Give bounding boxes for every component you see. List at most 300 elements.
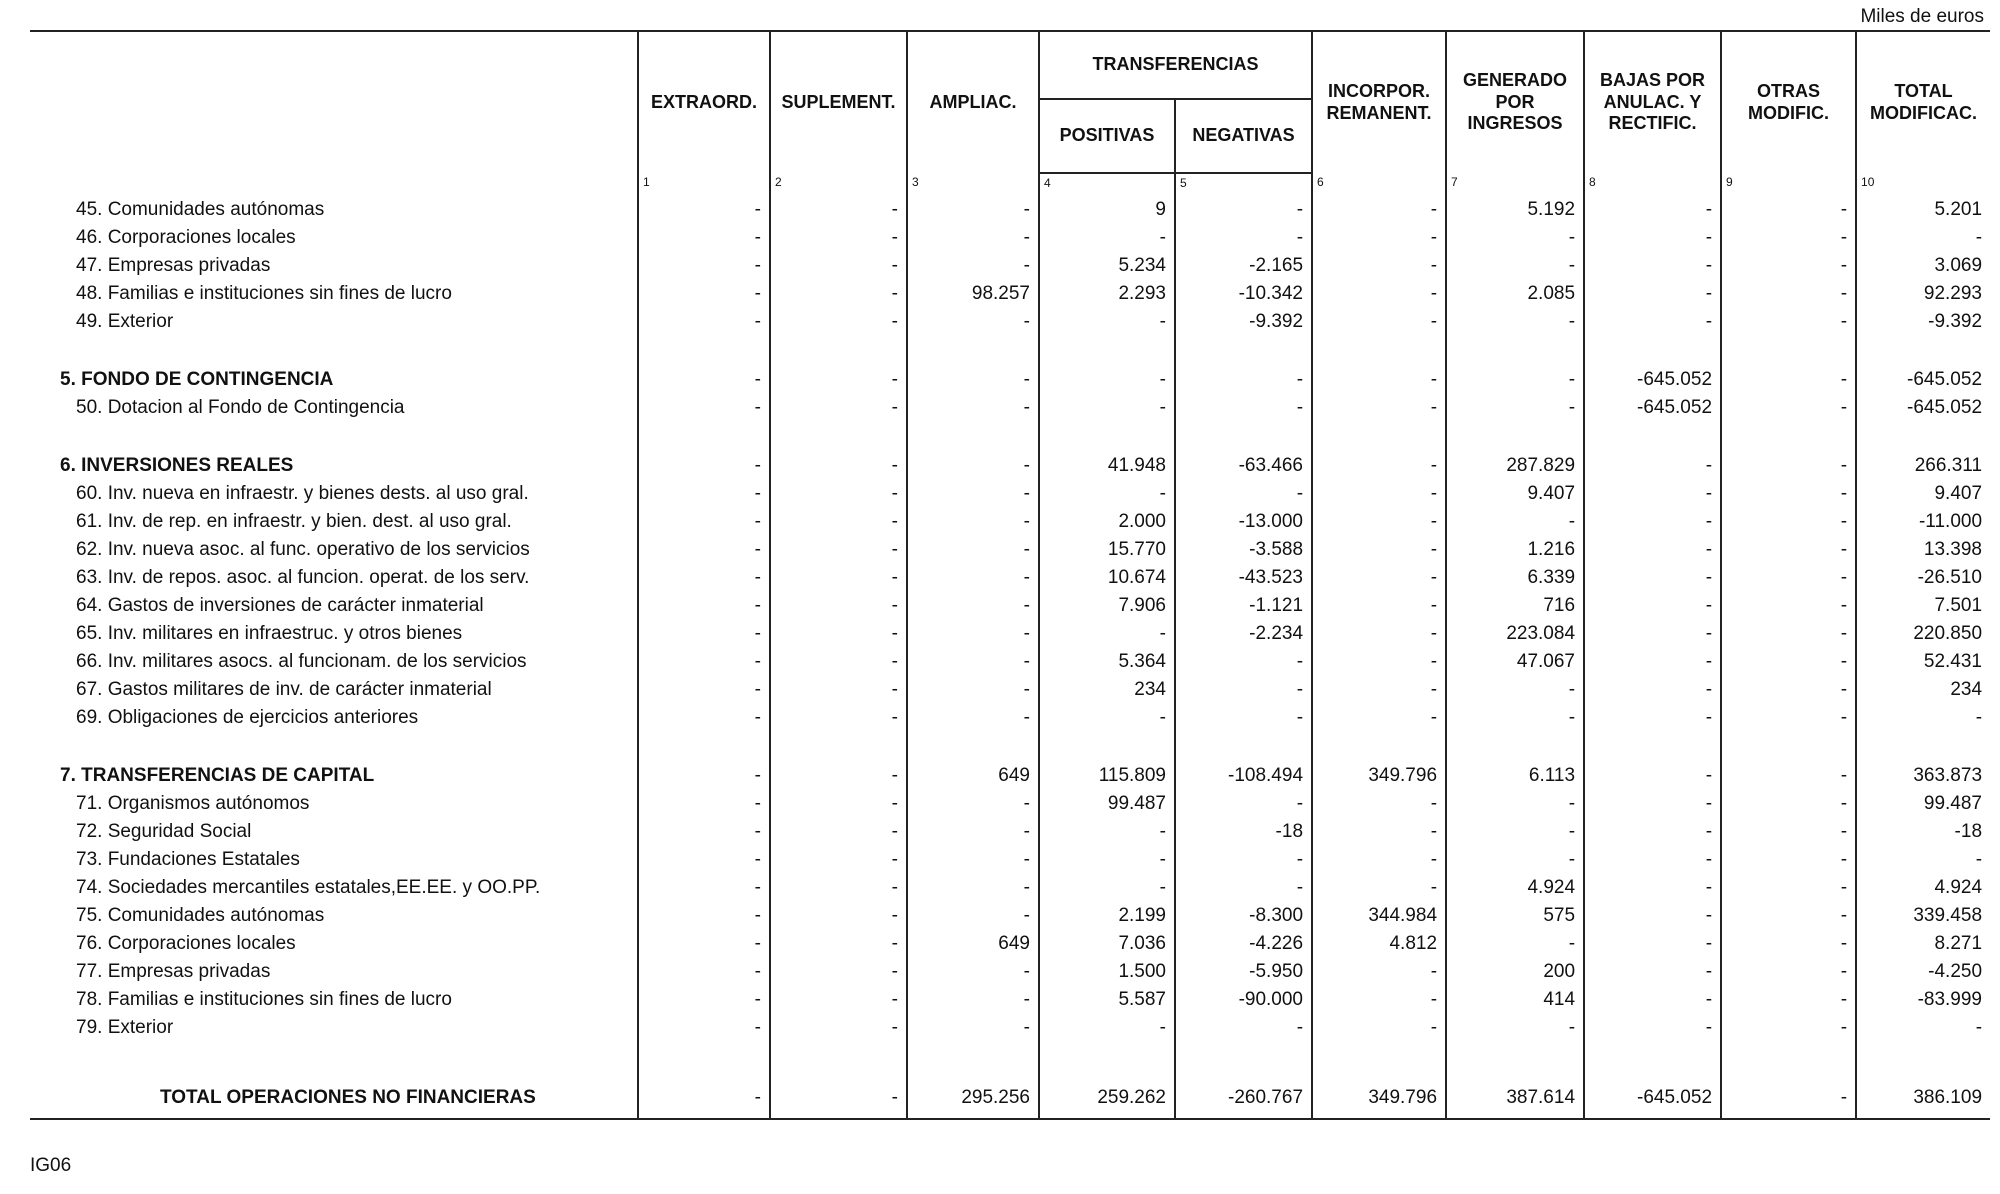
cell-value: - bbox=[1446, 818, 1584, 846]
header-bajas-line1: BAJAS POR bbox=[1600, 70, 1706, 91]
row-label: 73. Fundaciones Estatales bbox=[76, 849, 300, 870]
cell-value: - bbox=[770, 930, 907, 958]
row-label: 49. Exterior bbox=[76, 311, 174, 332]
cell-value: -1.121 bbox=[1175, 592, 1312, 620]
cell-value: - bbox=[1856, 1014, 1990, 1042]
spacer-cell bbox=[907, 336, 1039, 366]
cell-value: - bbox=[907, 874, 1039, 902]
spacer-cell bbox=[30, 1042, 638, 1078]
cell-value: - bbox=[1446, 676, 1584, 704]
cell-value: - bbox=[907, 818, 1039, 846]
cell-value: 649 bbox=[907, 762, 1039, 790]
spacer-cell bbox=[30, 732, 638, 762]
cell-value: -2.234 bbox=[1175, 620, 1312, 648]
spacer-cell bbox=[1584, 422, 1721, 452]
cell-value: -10.342 bbox=[1175, 280, 1312, 308]
row-label: 5. FONDO DE CONTINGENCIA bbox=[60, 369, 334, 390]
cell-value: - bbox=[770, 394, 907, 422]
cell-value: -9.392 bbox=[1856, 308, 1990, 336]
cell-value: - bbox=[770, 280, 907, 308]
table-row bbox=[30, 790, 1990, 818]
spacer-cell bbox=[1175, 422, 1312, 452]
cell-value: - bbox=[1584, 986, 1721, 1014]
cell-value: 52.431 bbox=[1856, 648, 1990, 676]
spacer-cell bbox=[30, 336, 638, 366]
header-positivas: POSITIVAS bbox=[1039, 99, 1175, 173]
spacer-cell bbox=[1721, 422, 1856, 452]
spacer-cell bbox=[1039, 1042, 1175, 1078]
cell-value: - bbox=[1584, 508, 1721, 536]
cell-value: - bbox=[1039, 1014, 1175, 1042]
cell-value: - bbox=[638, 452, 770, 480]
table-row bbox=[30, 874, 1990, 902]
cell-value: - bbox=[1312, 592, 1446, 620]
table-row bbox=[30, 252, 1990, 280]
cell-value: -645.052 bbox=[1584, 366, 1721, 394]
cell-value: - bbox=[1584, 930, 1721, 958]
table-row bbox=[30, 224, 1990, 252]
cell-value: - bbox=[1721, 366, 1856, 394]
cell-value: - bbox=[1721, 790, 1856, 818]
cell-value: - bbox=[1175, 704, 1312, 732]
cell-value: -645.052 bbox=[1584, 394, 1721, 422]
cell-value: 344.984 bbox=[1312, 902, 1446, 930]
table-row bbox=[30, 508, 1990, 536]
spacer-cell bbox=[907, 732, 1039, 762]
cell-value: - bbox=[907, 536, 1039, 564]
cell-value: 349.796 bbox=[1312, 762, 1446, 790]
cell-value: - bbox=[1312, 508, 1446, 536]
cell-value: -43.523 bbox=[1175, 564, 1312, 592]
cell-value: - bbox=[1584, 252, 1721, 280]
row-label: TOTAL OPERACIONES NO FINANCIERAS bbox=[30, 1078, 638, 1119]
cell-value: - bbox=[770, 1078, 907, 1119]
cell-value: - bbox=[1721, 536, 1856, 564]
cell-value: - bbox=[770, 846, 907, 874]
cell-value: - bbox=[638, 1078, 770, 1119]
header-generado-por-ingresos bbox=[1446, 31, 1584, 173]
cell-value: - bbox=[1721, 508, 1856, 536]
table-row bbox=[30, 536, 1990, 564]
cell-value: -645.052 bbox=[1856, 366, 1990, 394]
spacer-cell bbox=[1312, 732, 1446, 762]
cell-value: - bbox=[907, 508, 1039, 536]
cell-value: - bbox=[907, 648, 1039, 676]
cell-value: - bbox=[638, 564, 770, 592]
cell-value: - bbox=[1175, 790, 1312, 818]
cell-value: - bbox=[1721, 818, 1856, 846]
header-generado-line2: POR bbox=[1495, 91, 1535, 112]
cell-value: -645.052 bbox=[1856, 394, 1990, 422]
cell-value: - bbox=[1312, 452, 1446, 480]
cell-value: - bbox=[638, 986, 770, 1014]
cell-value: - bbox=[907, 986, 1039, 1014]
spacer-cell bbox=[1584, 336, 1721, 366]
cell-value: - bbox=[1312, 648, 1446, 676]
section-row bbox=[30, 452, 1990, 480]
cell-value: - bbox=[1856, 846, 1990, 874]
spacer-cell bbox=[1175, 1042, 1312, 1078]
table-row bbox=[30, 1014, 1990, 1042]
cell-value: 9 bbox=[1039, 196, 1175, 224]
cell-value: 3.069 bbox=[1856, 252, 1990, 280]
row-label: 75. Comunidades autónomas bbox=[76, 905, 325, 926]
cell-value: - bbox=[1446, 252, 1584, 280]
table-row bbox=[30, 394, 1990, 422]
header-otras-line1: OTRAS bbox=[1757, 80, 1821, 101]
cell-value: - bbox=[1446, 704, 1584, 732]
cell-value: 1.216 bbox=[1446, 536, 1584, 564]
column-number: 7 bbox=[1446, 173, 1584, 196]
spacer-cell bbox=[770, 1042, 907, 1078]
row-label: 77. Empresas privadas bbox=[76, 961, 271, 982]
cell-value: - bbox=[638, 366, 770, 394]
cell-value: - bbox=[1175, 1014, 1312, 1042]
cell-value: 4.812 bbox=[1312, 930, 1446, 958]
cell-value: - bbox=[907, 252, 1039, 280]
cell-value: - bbox=[907, 592, 1039, 620]
cell-value: - bbox=[907, 790, 1039, 818]
table-row bbox=[30, 902, 1990, 930]
cell-value: - bbox=[638, 648, 770, 676]
cell-value: 4.924 bbox=[1856, 874, 1990, 902]
spacer-cell bbox=[1039, 422, 1175, 452]
cell-value: - bbox=[1312, 366, 1446, 394]
cell-value: - bbox=[770, 592, 907, 620]
cell-value: - bbox=[638, 704, 770, 732]
spacer-cell bbox=[1856, 1042, 1990, 1078]
cell-value: - bbox=[770, 620, 907, 648]
cell-value: - bbox=[638, 762, 770, 790]
column-number: 5 bbox=[1175, 173, 1312, 196]
cell-value: - bbox=[1312, 1014, 1446, 1042]
cell-value: 259.262 bbox=[1039, 1078, 1175, 1119]
spacer-cell bbox=[1446, 336, 1584, 366]
row-label: 47. Empresas privadas bbox=[76, 255, 271, 276]
cell-value: 234 bbox=[1856, 676, 1990, 704]
spacer-cell bbox=[1312, 422, 1446, 452]
cell-value: - bbox=[1721, 480, 1856, 508]
cell-value: - bbox=[770, 676, 907, 704]
cell-value: 15.770 bbox=[1039, 536, 1175, 564]
cell-value: 7.906 bbox=[1039, 592, 1175, 620]
cell-value: - bbox=[638, 508, 770, 536]
cell-value: - bbox=[1175, 874, 1312, 902]
cell-value: - bbox=[638, 874, 770, 902]
cell-value: -8.300 bbox=[1175, 902, 1312, 930]
header-total-modificac bbox=[1856, 31, 1990, 173]
cell-value: - bbox=[1721, 224, 1856, 252]
cell-value: - bbox=[907, 620, 1039, 648]
cell-value: - bbox=[1721, 564, 1856, 592]
footer-code: IG06 bbox=[30, 1155, 72, 1176]
cell-value: 2.000 bbox=[1039, 508, 1175, 536]
cell-value: - bbox=[1175, 224, 1312, 252]
table-row bbox=[30, 648, 1990, 676]
cell-value: - bbox=[1312, 252, 1446, 280]
header-total-line2: MODIFICAC. bbox=[1870, 102, 1978, 123]
cell-value: - bbox=[638, 930, 770, 958]
cell-value: - bbox=[638, 846, 770, 874]
cell-value: - bbox=[1584, 564, 1721, 592]
cell-value: - bbox=[638, 592, 770, 620]
header-bajas-line2: ANULAC. Y bbox=[1603, 91, 1702, 112]
cell-value: - bbox=[1584, 280, 1721, 308]
spacer-cell bbox=[1584, 1042, 1721, 1078]
cell-value: -4.250 bbox=[1856, 958, 1990, 986]
cell-value: 7.501 bbox=[1856, 592, 1990, 620]
cell-value: 6.339 bbox=[1446, 564, 1584, 592]
cell-value: - bbox=[1312, 846, 1446, 874]
cell-value: - bbox=[1584, 620, 1721, 648]
cell-value: - bbox=[638, 224, 770, 252]
cell-value: -2.165 bbox=[1175, 252, 1312, 280]
cell-value: - bbox=[770, 704, 907, 732]
spacer-cell bbox=[907, 422, 1039, 452]
cell-value: - bbox=[638, 536, 770, 564]
spacer-row bbox=[30, 422, 1990, 452]
cell-value: -63.466 bbox=[1175, 452, 1312, 480]
table-row bbox=[30, 958, 1990, 986]
table-body bbox=[30, 173, 1990, 1119]
cell-value: -13.000 bbox=[1175, 508, 1312, 536]
cell-value: - bbox=[1039, 308, 1175, 336]
spacer-cell bbox=[1175, 336, 1312, 366]
row-label: 65. Inv. militares en infraestruc. y otros bienes bbox=[76, 623, 463, 644]
cell-value: - bbox=[770, 196, 907, 224]
cell-value: - bbox=[1039, 394, 1175, 422]
cell-value: - bbox=[770, 902, 907, 930]
cell-value: - bbox=[1312, 704, 1446, 732]
cell-value: - bbox=[1721, 196, 1856, 224]
cell-value: - bbox=[1446, 1014, 1584, 1042]
cell-value: - bbox=[770, 252, 907, 280]
cell-value: - bbox=[1039, 620, 1175, 648]
cell-value: - bbox=[1312, 790, 1446, 818]
spacer-cell bbox=[770, 336, 907, 366]
table-row bbox=[30, 930, 1990, 958]
cell-value: - bbox=[1175, 196, 1312, 224]
row-label: 67. Gastos militares de inv. de carácter inmaterial bbox=[76, 679, 492, 700]
cell-value: 6.113 bbox=[1446, 762, 1584, 790]
cell-value: - bbox=[770, 224, 907, 252]
cell-value: 47.067 bbox=[1446, 648, 1584, 676]
cell-value: - bbox=[1312, 818, 1446, 846]
column-number: 3 bbox=[907, 173, 1039, 196]
cell-value: 13.398 bbox=[1856, 536, 1990, 564]
cell-value: - bbox=[770, 480, 907, 508]
cell-value: - bbox=[1312, 280, 1446, 308]
row-label: 74. Sociedades mercantiles estatales,EE.EE. y OO.PP. bbox=[76, 877, 541, 898]
cell-value: 287.829 bbox=[1446, 452, 1584, 480]
spacer-cell bbox=[1721, 336, 1856, 366]
cell-value: 5.587 bbox=[1039, 986, 1175, 1014]
cell-value: - bbox=[1584, 704, 1721, 732]
cell-value: 414 bbox=[1446, 986, 1584, 1014]
cell-value: -9.392 bbox=[1175, 308, 1312, 336]
spacer-cell bbox=[638, 1042, 770, 1078]
cell-value: 8.271 bbox=[1856, 930, 1990, 958]
spacer-cell bbox=[1721, 732, 1856, 762]
column-number-blank bbox=[30, 173, 638, 196]
column-number: 2 bbox=[770, 173, 907, 196]
spacer-cell bbox=[1039, 336, 1175, 366]
cell-value: -83.999 bbox=[1856, 986, 1990, 1014]
cell-value: - bbox=[638, 676, 770, 704]
cell-value: 2.199 bbox=[1039, 902, 1175, 930]
cell-value: - bbox=[770, 986, 907, 1014]
table-row bbox=[30, 592, 1990, 620]
cell-value: - bbox=[1312, 394, 1446, 422]
spacer-cell bbox=[1856, 732, 1990, 762]
spacer-cell bbox=[638, 336, 770, 366]
cell-value: - bbox=[1584, 958, 1721, 986]
spacer-cell bbox=[1446, 732, 1584, 762]
row-label: 72. Seguridad Social bbox=[76, 821, 252, 842]
table-row bbox=[30, 704, 1990, 732]
cell-value: 5.192 bbox=[1446, 196, 1584, 224]
spacer-row bbox=[30, 732, 1990, 762]
cell-value: 200 bbox=[1446, 958, 1584, 986]
cell-value: - bbox=[1721, 1014, 1856, 1042]
cell-value: - bbox=[638, 818, 770, 846]
cell-value: - bbox=[1446, 508, 1584, 536]
cell-value: - bbox=[1039, 224, 1175, 252]
cell-value: - bbox=[638, 790, 770, 818]
cell-value: - bbox=[1721, 394, 1856, 422]
cell-value: - bbox=[638, 308, 770, 336]
cell-value: - bbox=[1039, 480, 1175, 508]
cell-value: - bbox=[1721, 874, 1856, 902]
cell-value: -26.510 bbox=[1856, 564, 1990, 592]
header-bajas-anulac-rectific bbox=[1584, 31, 1721, 173]
cell-value: - bbox=[1039, 874, 1175, 902]
cell-value: - bbox=[1584, 762, 1721, 790]
cell-value: - bbox=[1446, 930, 1584, 958]
cell-value: - bbox=[1584, 648, 1721, 676]
cell-value: - bbox=[1856, 224, 1990, 252]
cell-value: - bbox=[770, 366, 907, 394]
row-label: 69. Obligaciones de ejercicios anteriores bbox=[76, 707, 419, 728]
row-label: 79. Exterior bbox=[76, 1017, 174, 1038]
row-label: 76. Corporaciones locales bbox=[76, 933, 296, 954]
row-label: 63. Inv. de repos. asoc. al funcion. operat. de los serv. bbox=[76, 567, 530, 588]
cell-value: - bbox=[1856, 704, 1990, 732]
cell-value: - bbox=[907, 480, 1039, 508]
cell-value: - bbox=[770, 762, 907, 790]
cell-value: - bbox=[907, 452, 1039, 480]
cell-value: - bbox=[907, 224, 1039, 252]
row-label: 62. Inv. nueva asoc. al func. operativo de los servicios bbox=[76, 539, 530, 560]
cell-value: - bbox=[638, 196, 770, 224]
cell-value: 115.809 bbox=[1039, 762, 1175, 790]
header-negativas: NEGATIVAS bbox=[1175, 99, 1312, 173]
cell-value: - bbox=[907, 704, 1039, 732]
cell-value: 1.500 bbox=[1039, 958, 1175, 986]
cell-value: - bbox=[1446, 790, 1584, 818]
cell-value: - bbox=[1446, 846, 1584, 874]
cell-value: 716 bbox=[1446, 592, 1584, 620]
cell-value: - bbox=[1721, 620, 1856, 648]
cell-value: - bbox=[770, 1014, 907, 1042]
cell-value: - bbox=[1584, 308, 1721, 336]
spacer-cell bbox=[1856, 336, 1990, 366]
table-row bbox=[30, 564, 1990, 592]
cell-value: - bbox=[907, 564, 1039, 592]
header-otras-modific bbox=[1721, 31, 1856, 173]
cell-value: - bbox=[1039, 818, 1175, 846]
cell-value: - bbox=[1039, 846, 1175, 874]
cell-value: - bbox=[770, 452, 907, 480]
cell-value: - bbox=[1039, 704, 1175, 732]
row-label: 45. Comunidades autónomas bbox=[76, 199, 325, 220]
cell-value: - bbox=[907, 958, 1039, 986]
cell-value: - bbox=[1584, 846, 1721, 874]
cell-value: - bbox=[1721, 930, 1856, 958]
cell-value: - bbox=[907, 366, 1039, 394]
spacer-cell bbox=[638, 422, 770, 452]
cell-value: 234 bbox=[1039, 676, 1175, 704]
spacer-cell bbox=[1312, 336, 1446, 366]
column-number: 10 bbox=[1856, 173, 1990, 196]
cell-value: - bbox=[770, 648, 907, 676]
cell-value: 266.311 bbox=[1856, 452, 1990, 480]
spacer-cell bbox=[1584, 732, 1721, 762]
cell-value: -11.000 bbox=[1856, 508, 1990, 536]
cell-value: - bbox=[1584, 790, 1721, 818]
cell-value: - bbox=[1312, 874, 1446, 902]
cell-value: - bbox=[1721, 648, 1856, 676]
cell-value: - bbox=[907, 902, 1039, 930]
row-label: 71. Organismos autónomos bbox=[76, 793, 310, 814]
cell-value: - bbox=[1721, 676, 1856, 704]
header-incorpor-line1: INCORPOR. bbox=[1328, 80, 1431, 101]
cell-value: 7.036 bbox=[1039, 930, 1175, 958]
cell-value: - bbox=[770, 958, 907, 986]
cell-value: - bbox=[1721, 592, 1856, 620]
cell-value: - bbox=[1584, 452, 1721, 480]
cell-value: - bbox=[1175, 676, 1312, 704]
cell-value: -4.226 bbox=[1175, 930, 1312, 958]
cell-value: - bbox=[1446, 394, 1584, 422]
cell-value: - bbox=[1175, 648, 1312, 676]
cell-value: - bbox=[770, 818, 907, 846]
cell-value: - bbox=[1312, 224, 1446, 252]
row-label: 78. Familias e instituciones sin fines de lucro bbox=[76, 989, 452, 1010]
cell-value: 5.364 bbox=[1039, 648, 1175, 676]
cell-value: - bbox=[638, 620, 770, 648]
cell-value: 349.796 bbox=[1312, 1078, 1446, 1119]
cell-value: -645.052 bbox=[1584, 1078, 1721, 1119]
cell-value: - bbox=[1584, 818, 1721, 846]
cell-value: - bbox=[907, 1014, 1039, 1042]
cell-value: - bbox=[770, 874, 907, 902]
table-row bbox=[30, 620, 1990, 648]
spacer-cell bbox=[770, 732, 907, 762]
cell-value: 99.487 bbox=[1856, 790, 1990, 818]
cell-value: 2.293 bbox=[1039, 280, 1175, 308]
table-row bbox=[30, 986, 1990, 1014]
cell-value: - bbox=[638, 280, 770, 308]
cell-value: - bbox=[907, 308, 1039, 336]
cell-value: - bbox=[1175, 480, 1312, 508]
cell-value: 4.924 bbox=[1446, 874, 1584, 902]
cell-value: -18 bbox=[1175, 818, 1312, 846]
cell-value: -260.767 bbox=[1175, 1078, 1312, 1119]
row-label: 6. INVERSIONES REALES bbox=[60, 455, 294, 476]
cell-value: - bbox=[638, 958, 770, 986]
table-header bbox=[30, 31, 1990, 173]
